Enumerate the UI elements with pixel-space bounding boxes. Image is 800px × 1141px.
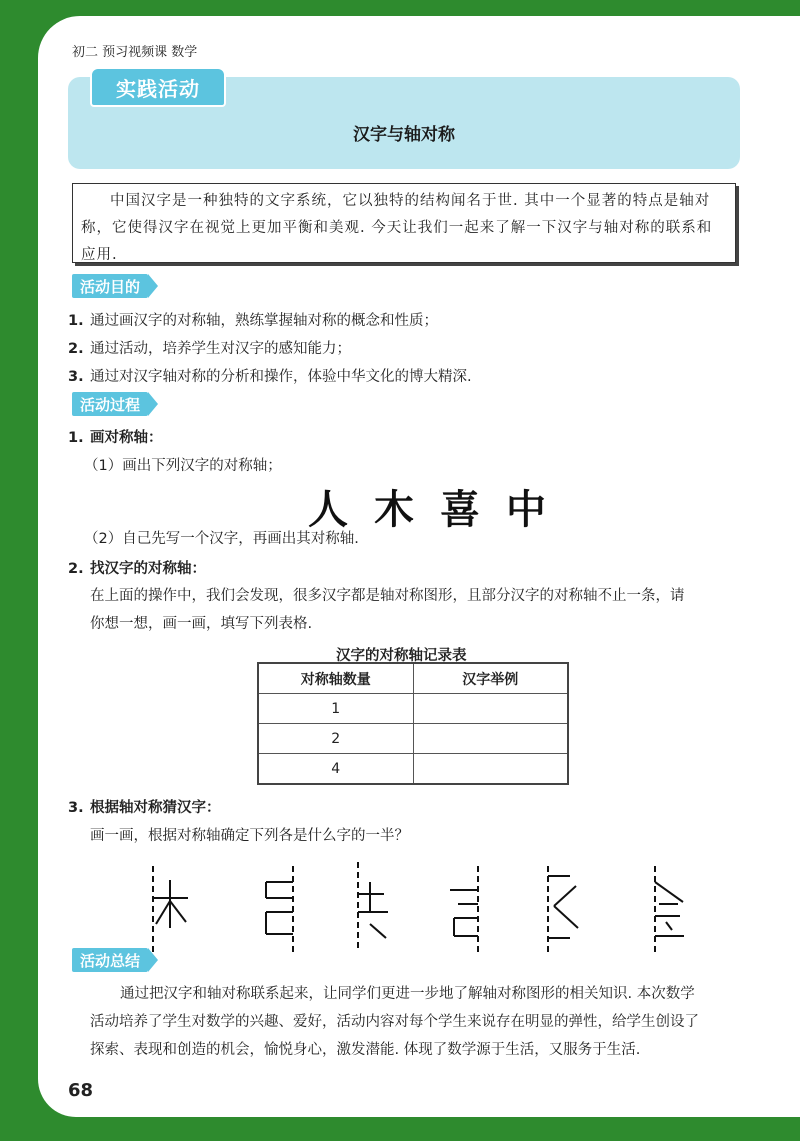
goal-text: 通过活动，培养学生对汉字的感知能力； (90, 341, 351, 357)
goal-item (68, 365, 472, 386)
step1-title: 画对称轴： (90, 430, 163, 446)
step3-heading (68, 796, 221, 817)
column-header: 对称轴数量 (258, 663, 413, 694)
goal-num: 3. (68, 369, 84, 385)
half-character-puzzles (38, 846, 800, 956)
table-title: 汉字的对称轴记录表 (336, 648, 467, 664)
axis-count-cell: 2 (258, 724, 413, 754)
goal-num: 1. (68, 313, 84, 329)
half-character-5 (548, 866, 578, 952)
page-sheet (38, 16, 800, 1117)
summary-line-1: 通过把汉字和轴对称联系起来，让同学们更进一步地了解轴对称图形的相关知识. 本次数学 (120, 986, 695, 1002)
banner-tab: 实践活动 (90, 67, 226, 107)
table-row (258, 754, 568, 785)
half-character-6 (655, 866, 684, 952)
step2-text-line2: 你想一想，画一画，填写下列表格. (90, 616, 313, 632)
table-header-row (258, 663, 568, 694)
half-character-1 (153, 866, 188, 952)
example-cell[interactable] (413, 694, 568, 724)
step1-num: 1. (68, 430, 84, 446)
record-table (257, 662, 569, 785)
goal-item (68, 337, 351, 358)
goal-num: 2. (68, 341, 84, 357)
step3-num: 3. (68, 800, 84, 816)
half-character-3 (358, 862, 388, 952)
table-row (258, 694, 568, 724)
section-tag-process: 活动过程 (72, 392, 148, 416)
step2-text-line1: 在上面的操作中，我们会发现，很多汉字都是轴对称图形，且部分汉字的对称轴不止一条，请 (90, 588, 685, 604)
step1-sub1: （1）画出下列汉字的对称轴； (84, 458, 282, 474)
example-cell[interactable] (413, 754, 568, 785)
summary-line-2: 活动培养了学生对数学的兴趣、爱好，活动内容对每个学生来说存在明显的弹性，给学生创设了 (90, 1014, 699, 1030)
goal-text: 通过对汉字轴对称的分析和操作，体验中华文化的博大精深. (90, 369, 472, 385)
goal-item (68, 309, 438, 330)
table-row (258, 724, 568, 754)
step2-title: 找汉字的对称轴： (90, 561, 206, 577)
axis-count-cell: 1 (258, 694, 413, 724)
step1-heading (68, 426, 163, 447)
intro-text: 中国汉字是一种独特的文字系统，它以独特的结构闻名于世. 其中一个显著的特点是轴对称，它使得汉字在视觉上更加平衡和美观. 今天让我们一起来了解一下汉字与轴对称的联系和应用. (81, 193, 713, 263)
half-character-4 (450, 866, 478, 952)
step3-title: 根据轴对称猜汉字： (90, 800, 221, 816)
section-tag-summary: 活动总结 (72, 948, 148, 972)
intro-box (72, 183, 736, 263)
symmetry-characters: 人木喜中 (308, 487, 572, 533)
page-number: 68 (68, 1080, 94, 1101)
section-tag-goals: 活动目的 (72, 274, 148, 298)
goal-text: 通过画汉字的对称轴，熟练掌握轴对称的概念和性质； (90, 313, 438, 329)
step2-heading (68, 557, 206, 578)
header-label: 初二 预习视频课 数学 (72, 45, 198, 60)
axis-count-cell: 4 (258, 754, 413, 785)
step2-num: 2. (68, 561, 84, 577)
summary-line-3: 探索、表现和创造的机会，愉悦身心，激发潜能. 体现了数学源于生活，又服务于生活. (90, 1042, 641, 1058)
half-character-2 (266, 866, 293, 952)
step1-sub2: （2）自己先写一个汉字，再画出其对称轴. (84, 531, 359, 547)
column-header: 汉字举例 (413, 663, 568, 694)
example-cell[interactable] (413, 724, 568, 754)
page-title: 汉字与轴对称 (353, 125, 455, 145)
step3-text: 画一画，根据对称轴确定下列各是什么字的一半？ (90, 828, 409, 844)
